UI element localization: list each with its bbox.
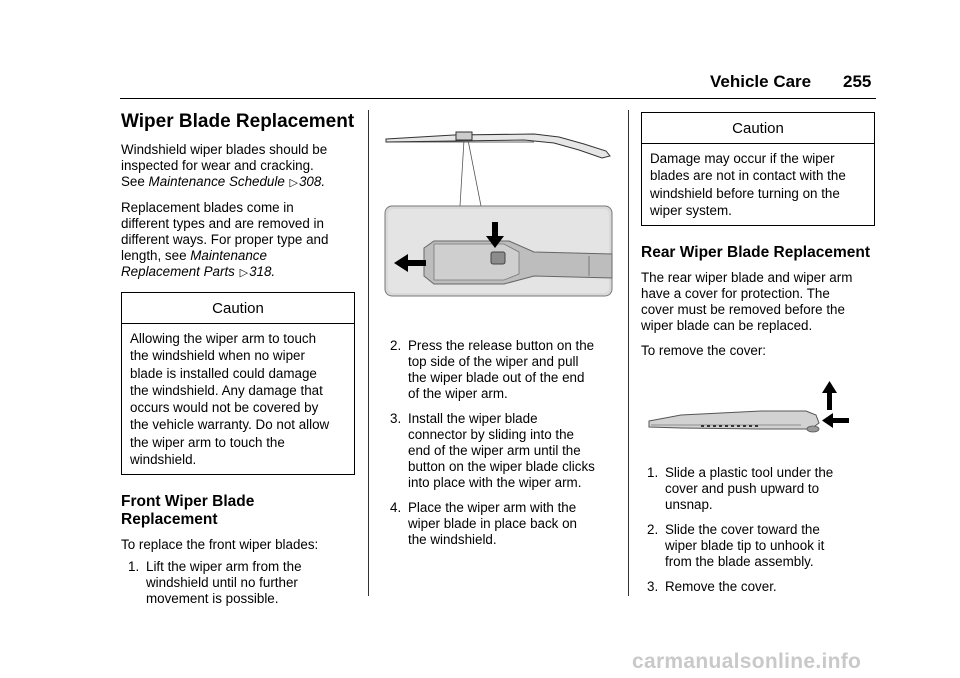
rear-wiper-illustration: [641, 371, 873, 451]
column-2: [384, 106, 616, 548]
column-divider-2: [628, 110, 629, 596]
header-rule: [120, 98, 876, 99]
page-reference-icon: ▷: [289, 177, 298, 189]
up-arrow-icon: [822, 381, 837, 410]
column-divider-1: [368, 110, 369, 596]
caution-box-2: [641, 112, 875, 226]
page-number: 255: [843, 72, 872, 91]
page-header: [0, 0, 960, 100]
rear-step-3: 3. Remove the cover.: [647, 579, 777, 595]
section-title: Vehicle Care: [710, 72, 812, 91]
callout-line: [468, 140, 481, 206]
step-number: 2.: [647, 522, 659, 538]
front-step-1: 1. Lift the wiper arm from the windshield until no further movement is possible.: [128, 559, 302, 607]
front-step-4: 4. Place the wiper arm with the wiper blade in place back on the windshield.: [390, 500, 577, 547]
step-number: 3.: [647, 579, 659, 595]
front-wiper-heading: Front Wiper Blade Replacement: [121, 493, 255, 529]
front-wiper-illustration: [384, 126, 616, 316]
remove-cover-intro: To remove the cover:: [641, 343, 767, 359]
page-reference-icon: ▷: [239, 267, 249, 279]
caution-body: Allowing the wiper arm to touch the windshield when no wiper blade is installed could damage the windshield. Any damage that occurs would not be covered by the vehicle warranty. Do not allow the wiper arm to touch the windshield.: [130, 331, 330, 468]
front-intro: To replace the front wiper blades:: [121, 537, 319, 553]
callout-line: [460, 140, 464, 206]
step-number: 3.: [390, 411, 402, 426]
rear-step-2: 2. Slide the cover toward the wiper blade tip to unhook it from the blade assembly.: [647, 522, 825, 570]
detail-view: [385, 206, 612, 296]
front-step-2: 2. Press the release button on the top side of the wiper and pull the wiper blade out of the end of the wiper arm.: [390, 338, 595, 401]
watermark: carmanualsonline.info: [632, 650, 862, 673]
rear-paragraph: The rear wiper blade and wiper arm have a cover for protection. The cover must be removed before the wiper blade can be replaced.: [641, 270, 853, 334]
caution-body: Damage may occur if the wiper blades are not in contact with the windshield before turning on the wiper system.: [650, 151, 846, 218]
column-3: [641, 106, 876, 595]
step-number: 1.: [128, 559, 140, 575]
caution-title: Caution: [642, 113, 874, 144]
rear-wiper-heading: Rear Wiper Blade Replacement: [641, 244, 870, 262]
front-step-3: 3. Install the wiper blade connector by sliding into the end of the wiper arm until the button on the wiper blade clicks into place with the wiper arm.: [390, 411, 595, 490]
rear-step-1: 1. Slide a plastic tool under the cover and push upward to unsnap.: [647, 465, 834, 513]
replacement-paragraph: Replacement blades come in different types and are removed in different ways. For proper type and length, see Maintenance Replacement Parts ▷318.: [121, 200, 329, 279]
rear-wiper-cover-drawing: [649, 411, 819, 432]
section-heading: Wiper Blade Replacement: [121, 111, 355, 132]
link-maintenance-schedule[interactable]: Maintenance Schedule: [148, 174, 285, 189]
intro-paragraph: Windshield wiper blades should be inspected for wear and cracking. See Maintenance Schedule ▷308.: [121, 142, 328, 189]
caution-box-1: [121, 292, 355, 475]
link-maintenance-parts-2[interactable]: Replacement Parts: [121, 264, 235, 279]
left-arrow-icon: [822, 413, 849, 428]
column-1: [121, 106, 356, 607]
step-number: 4.: [390, 500, 402, 515]
step-number: 2.: [390, 338, 402, 353]
link-maintenance-parts-1[interactable]: Maintenance: [190, 248, 267, 263]
caution-title: Caution: [122, 293, 354, 324]
release-button: [491, 252, 505, 264]
wiper-arm-drawing: [386, 132, 610, 158]
step-number: 1.: [647, 465, 659, 481]
